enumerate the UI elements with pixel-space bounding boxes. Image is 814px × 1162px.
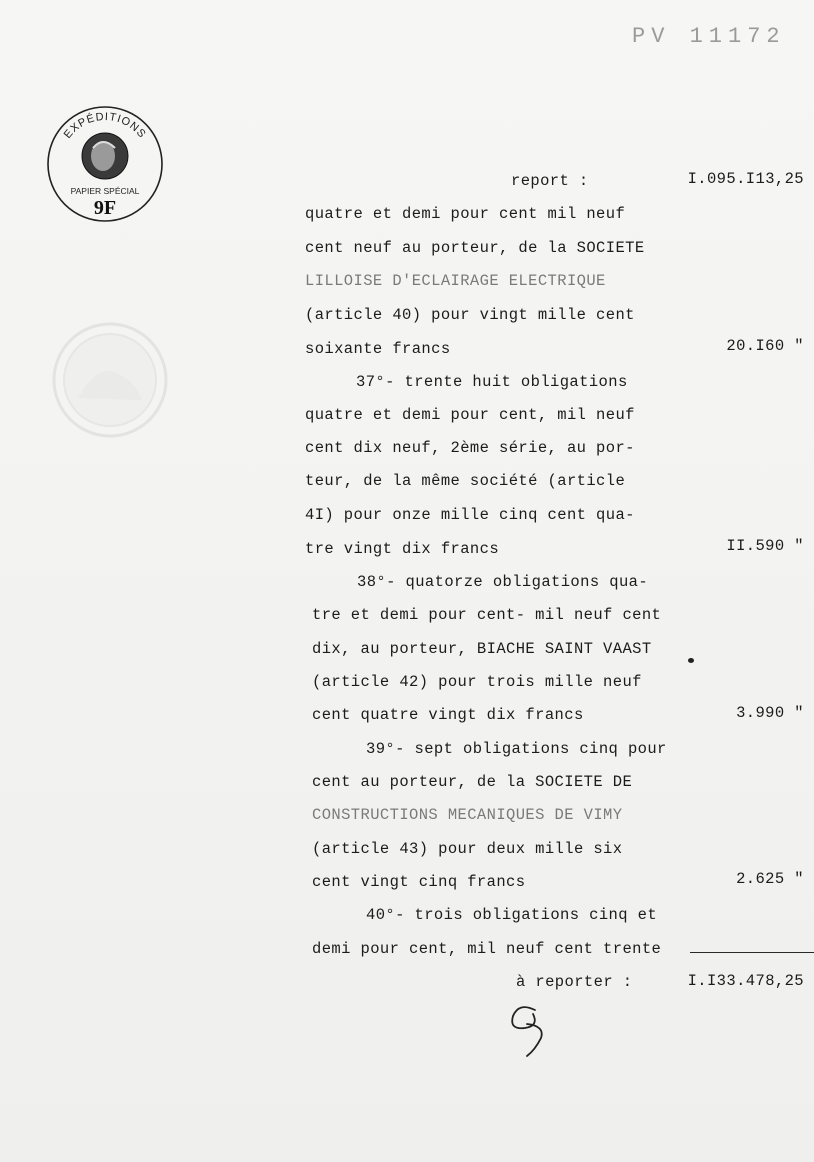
- line-amount: 2.625 ": [736, 870, 804, 888]
- body-line: quatre et demi pour cent, mil neuf: [305, 406, 635, 424]
- body-line: LILLOISE D'ECLAIRAGE ELECTRIQUE: [305, 272, 606, 290]
- body-line: cent neuf au porteur, de la SOCIETE: [305, 239, 645, 257]
- body-line: cent au porteur, de la SOCIETE DE: [312, 773, 633, 791]
- fiscal-stamp: [45, 104, 165, 224]
- body-line: 4I) pour onze mille cinq cent qua-: [305, 506, 635, 524]
- body-line: soixante francs: [305, 340, 451, 358]
- body-line: cent vingt cinq francs: [312, 873, 526, 891]
- line-amount: 20.I60 ": [726, 337, 804, 355]
- body-line: quatre et demi pour cent mil neuf: [305, 205, 626, 223]
- body-line: cent quatre vingt dix francs: [312, 706, 584, 724]
- embossed-seal: [50, 320, 170, 440]
- ink-dot: [688, 658, 694, 663]
- report-amount: I.095.I13,25: [687, 170, 804, 188]
- body-line: teur, de la même société (article: [305, 472, 626, 490]
- total-rule: [690, 952, 814, 953]
- body-line: cent dix neuf, 2ème série, au por-: [305, 439, 635, 457]
- body-line: demi pour cent, mil neuf cent trente: [312, 940, 662, 958]
- body-line: 40°- trois obligations cinq et: [366, 906, 658, 924]
- body-line: 39°- sept obligations cinq pour: [366, 740, 667, 758]
- line-amount: 3.990 ": [736, 704, 804, 722]
- reference-number: PV 11172: [632, 24, 786, 49]
- body-line: 38°- quatorze obligations qua-: [357, 573, 649, 591]
- report-label: report :: [511, 172, 589, 190]
- carry-amount: I.I33.478,25: [687, 972, 804, 990]
- carry-label: à reporter :: [516, 973, 633, 991]
- body-line: 37°- trente huit obligations: [356, 373, 628, 391]
- stamp-label: PAPIER SPÉCIAL: [70, 186, 140, 196]
- stamp-top-text: EXPÉDITIONS: [61, 110, 149, 141]
- line-amount: II.590 ": [726, 537, 804, 555]
- body-line: tre et demi pour cent- mil neuf cent: [312, 606, 662, 624]
- handwritten-initials: [505, 1000, 553, 1058]
- body-line: tre vingt dix francs: [305, 540, 500, 558]
- body-line: (article 40) pour vingt mille cent: [305, 306, 635, 324]
- body-line: dix, au porteur, BIACHE SAINT VAAST: [312, 640, 652, 658]
- body-line: (article 42) pour trois mille neuf: [312, 673, 642, 691]
- stamp-value: 9F: [93, 197, 117, 219]
- body-line: CONSTRUCTIONS MECANIQUES DE VIMY: [312, 806, 623, 824]
- body-line: (article 43) pour deux mille six: [312, 840, 623, 858]
